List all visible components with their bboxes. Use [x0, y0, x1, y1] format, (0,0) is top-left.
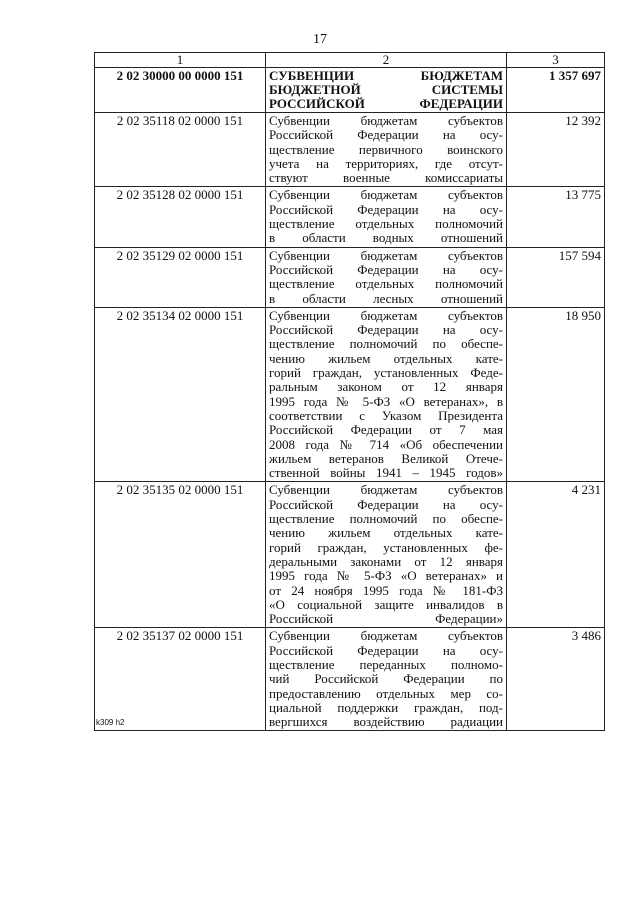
budget-code: 2 02 35135 02 0000 151	[95, 482, 266, 628]
description-line: в области водных отношений	[269, 230, 503, 246]
table-row	[95, 68, 605, 113]
budget-description	[266, 113, 507, 187]
description-line: ственной войны 1941 – 1945 годов»	[269, 465, 503, 481]
budget-description	[266, 247, 507, 307]
description-line: горий граждан, установленных Феде-	[269, 365, 503, 381]
budget-description	[266, 628, 507, 731]
description-line: Российской Федерации на осу-	[269, 496, 503, 512]
description-line: Субвенции бюджетам субъектов	[269, 247, 503, 263]
description-line: 1995 года № 5-ФЗ «О ветеранах» и	[269, 568, 503, 584]
description-line: горий граждан, установленных фе-	[269, 539, 503, 555]
table-row	[95, 628, 605, 731]
budget-table	[94, 52, 605, 731]
description-line: Российской Федерации на осу-	[269, 322, 503, 338]
description-line: Субвенции бюджетам субъектов	[269, 482, 503, 498]
budget-amount: 18 950	[507, 307, 605, 482]
budget-code: 2 02 35134 02 0000 151	[95, 307, 266, 482]
budget-amount: 4 231	[507, 482, 605, 628]
footer-document-code: k309 h2	[96, 718, 125, 727]
page-number: 17	[313, 32, 327, 47]
description-line: ствуют военные комиссариаты	[269, 170, 503, 186]
budget-amount: 12 392	[507, 113, 605, 187]
column-header-1: 1	[95, 53, 266, 68]
description-line: Субвенции бюджетам субъектов	[269, 307, 503, 323]
description-line: от 24 ноября 1995 года № 181-ФЗ	[269, 582, 503, 598]
description-line: вергшихся воздействию радиации	[269, 714, 503, 730]
description-line: Субвенции бюджетам субъектов	[269, 187, 503, 203]
budget-amount: 157 594	[507, 247, 605, 307]
table-row	[95, 247, 605, 307]
description-line: предоставлению отдельных мер со-	[269, 685, 503, 701]
description-line: в области лесных отношений	[269, 290, 503, 306]
description-line: Российской Федерации на осу-	[269, 642, 503, 658]
table-header-row	[95, 53, 605, 68]
budget-amount: 1 357 697	[507, 68, 605, 113]
budget-amount: 3 486	[507, 628, 605, 731]
budget-description	[266, 482, 507, 628]
description-line: чению жильем отдельных кате-	[269, 525, 503, 541]
description-line: деральными законами от 12 января	[269, 553, 503, 569]
description-line: Российской Федерации на осу-	[269, 201, 503, 217]
description-line: соответствии с Указом Президента	[269, 407, 503, 423]
table-row	[95, 187, 605, 247]
description-line: Российской Федерации от 7 мая	[269, 422, 503, 438]
description-line: 1995 года № 5-ФЗ «О ветеранах», в	[269, 393, 503, 409]
description-line: Субвенции бюджетам субъектов	[269, 628, 503, 644]
description-line: ществление переданных полномо-	[269, 656, 503, 672]
description-line: ральным законом от 12 января	[269, 379, 503, 395]
description-line: ществление отдельных полномочий	[269, 216, 503, 232]
description-line: чению жильем отдельных кате-	[269, 350, 503, 366]
budget-description	[266, 68, 507, 113]
budget-code: 2 02 35137 02 0000 151	[95, 628, 266, 731]
budget-amount: 13 775	[507, 187, 605, 247]
table-row	[95, 307, 605, 482]
table-row	[95, 482, 605, 628]
budget-description	[266, 307, 507, 482]
budget-code: 2 02 30000 00 0000 151	[95, 68, 266, 113]
budget-code: 2 02 35118 02 0000 151	[95, 113, 266, 187]
budget-description	[266, 187, 507, 247]
description-line: 2008 года № 714 «Об обеспечении	[269, 436, 503, 452]
description-line: Российской Федерации»	[269, 611, 503, 627]
description-line: циальной поддержки граждан, под-	[269, 699, 503, 715]
table-row	[95, 113, 605, 187]
description-line: БЮДЖЕТНОЙ СИСТЕМЫ	[269, 82, 503, 97]
description-line: жильем ветеранов Великой Отече-	[269, 450, 503, 466]
description-line: Российской Федерации на осу-	[269, 127, 503, 143]
description-line: СУБВЕНЦИИ БЮДЖЕТАМ	[269, 68, 503, 83]
description-line: РОССИЙСКОЙ ФЕДЕРАЦИИ	[269, 96, 503, 111]
description-line: ществление полномочий по обеспе-	[269, 511, 503, 527]
description-line: ществление первичного воинского	[269, 141, 503, 157]
description-line: ществление отдельных полномочий	[269, 276, 503, 292]
description-line: чий Российской Федерации по	[269, 671, 503, 687]
column-header-2: 2	[266, 53, 507, 68]
budget-code: 2 02 35129 02 0000 151	[95, 247, 266, 307]
description-line: Субвенции бюджетам субъектов	[269, 113, 503, 128]
description-line: Российской Федерации на осу-	[269, 261, 503, 277]
description-line: «О социальной защите инвалидов в	[269, 596, 503, 612]
budget-code: 2 02 35128 02 0000 151	[95, 187, 266, 247]
column-header-3: 3	[507, 53, 605, 68]
description-line: ществление полномочий по обеспе-	[269, 336, 503, 352]
description-line: учета на территориях, где отсут-	[269, 155, 503, 171]
